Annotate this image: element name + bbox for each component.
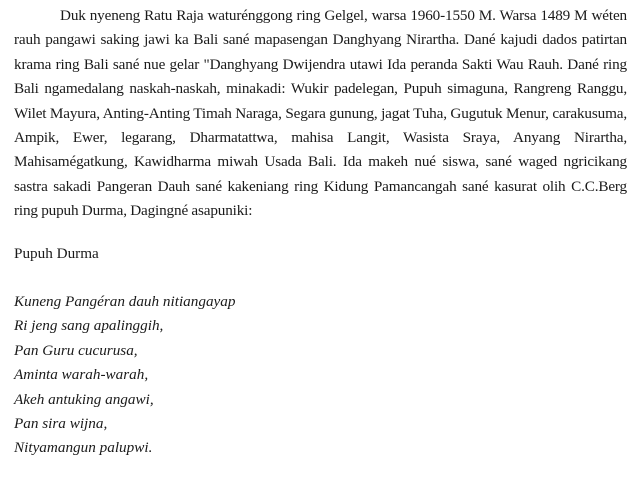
section-heading: Pupuh Durma bbox=[14, 245, 99, 262]
body-paragraph: Duk nyeneng Ratu Raja waturénggong ring Gelgel, warsa 1960-1550 M. Warsa 1489 M wéten rauh pangawi saking jawi ka Bali sané mapasengan Danghyang Nirartha. Dané kajudi dados patirtan krama ring Bali sané nue gelar "Danghyang Dwijendra utawi Ida peranda Sakti Wau Rauh. Dané ring Bali ngamedalang naskah-naskah, minakadi: Wukir padelegan, Pupuh simaguna, Rangreng Ranggu, Wilet Mayura, Anting-Anting Timah Naraga, Segara gunung, jagat Tuha, Gugutuk Menur, carakusuma, Ampik, Ewer, legarang, Dharmatattwa, mahisa Langit, Wasista Sraya, Anyang Nirartha, Mahisamégatkung, Kawidharma miwah Usada Bali. Ida makeh nué siswa, sané waged ngricikang sastra sakadi Pangeran Dauh sané kakeniang ring Kidung Pamancangah sané kasurat olih C.C.Berg ring pupuh Durma, Dagingné asapuniki: bbox=[14, 7, 627, 220]
poem-line-2: Ri jeng sang apalinggih, bbox=[14, 317, 164, 335]
poem-line-6: Pan sira wijna, bbox=[14, 414, 108, 432]
poem-line-4: Aminta warah-warah, bbox=[14, 366, 149, 384]
poem-line-5: Akeh antuking angawi, bbox=[14, 390, 154, 408]
poem-line-1: Kuneng Pangéran dauh nitiangayap bbox=[14, 293, 236, 310]
poem-stanza bbox=[14, 290, 235, 461]
poem-line-7: Nityamangun palupwi. bbox=[14, 439, 153, 457]
poem-line-3: Pan Guru cucurusa, bbox=[14, 341, 138, 359]
